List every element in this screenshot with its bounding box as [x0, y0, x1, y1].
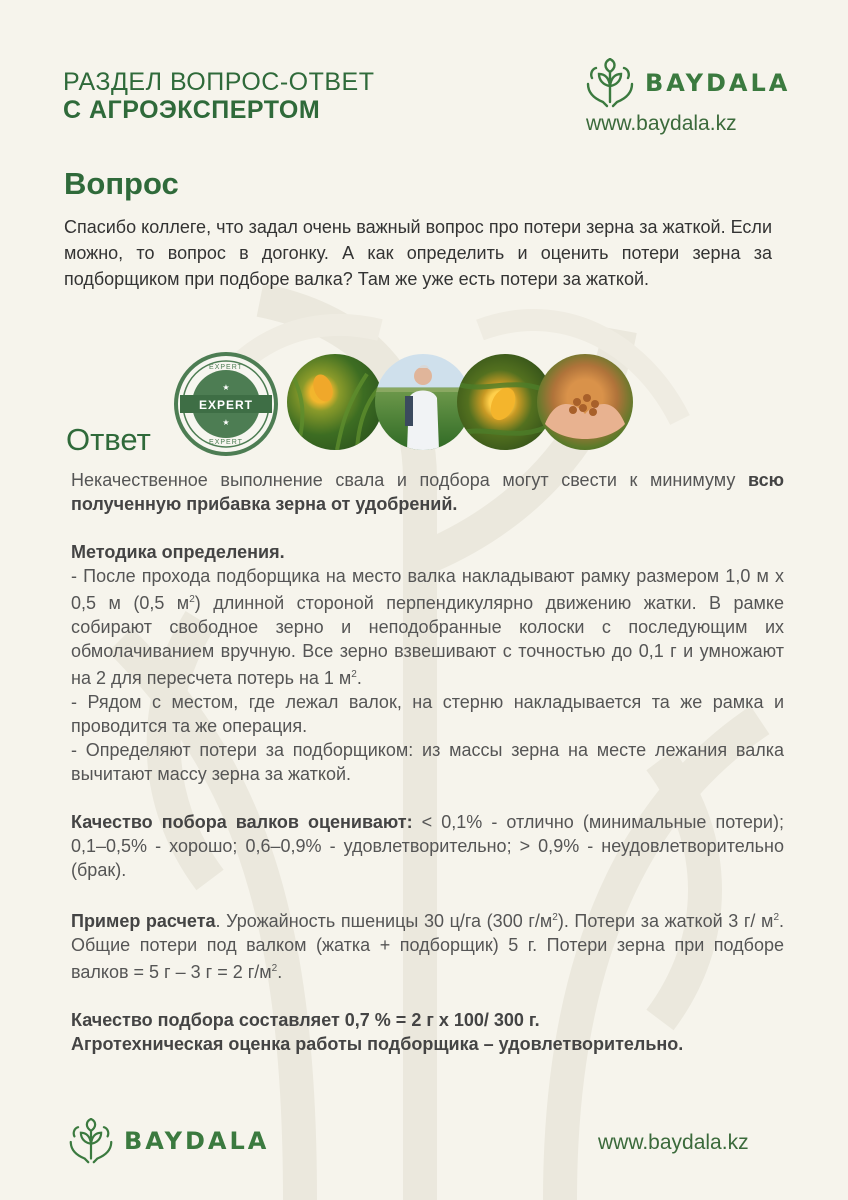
- expert-badge-icon: [174, 352, 278, 456]
- method-step-1: - После прохода подборщика на место валка накладывают рамку размером 1,0 м х 0,5 м (0,5 $м^2$) длинной стороной перпендикулярно движению жатки. В рамке собирают свободное зерно и неподобранные колоски с последующим их обмолачиванием вручную. Все зерно взвешивают с точностью до 0,1 г и умножают на 2 для пересчета потерь на 1 $м^2$.: [71, 566, 784, 688]
- svg-text:★: ★: [222, 383, 230, 392]
- photo-grain-in-hands: [537, 354, 633, 450]
- badge-center-text: EXPERT: [198, 398, 254, 412]
- answer-intro-bold: всю полученную прибавка зерна от удобрений.: [71, 470, 784, 514]
- footer-website-link[interactable]: www.baydala.kz: [598, 1131, 749, 1154]
- quality-criteria: Качество побора валков оценивают: < 0,1% - отлично (минимальные потери); 0,1–0,5% - хорошо; 0,6–0,9% - удовлетворительно; > 0,9% - неудовлетворительно (брак).: [71, 812, 784, 880]
- baydala-footer-logo-icon: [66, 1118, 116, 1164]
- section-title: [63, 68, 375, 124]
- footer-logo[interactable]: [66, 1118, 269, 1164]
- method-step-3: - Определяют потери за подборщиком: из массы зерна на месте лежания валка вычитают массу зерна за жаткой.: [71, 740, 784, 784]
- answer-body: [71, 468, 784, 1056]
- answer-intro: Некачественное выполнение свала и подбора могут свести к минимуму всю полученную прибавка зерна от удобрений.: [71, 470, 784, 514]
- answer-heading: Ответ: [66, 422, 151, 457]
- header-website-link[interactable]: www.baydala.kz: [586, 112, 737, 135]
- conclusion-quality: Качество подбора составляет 0,7 % = 2 г х 100/ 300 г.: [71, 1010, 540, 1030]
- question-heading: Вопрос: [64, 166, 179, 201]
- method-step-2: - Рядом с местом, где лежал валок, на стерню накладывается та же рамка и проводится та же операция.: [71, 692, 784, 736]
- section-title-line1: РАЗДЕЛ ВОПРОС-ОТВЕТ: [63, 68, 375, 96]
- baydala-logo-icon: [583, 58, 637, 108]
- badge-top-text: EXPERT: [209, 364, 243, 371]
- method-title: Методика определения.: [71, 542, 285, 562]
- question-text: Спасибо коллеге, что задал очень важный вопрос про потери зерна за жаткой. Если можно, то вопрос в догонку. А как определить и оценить потери зерна за подборщиком при подборе валка? Там же уже есть потери за жаткой.: [64, 217, 772, 289]
- calculation-example: Пример расчета. Урожайность пшеницы 30 ц/га (300 $г/м^2$). Потери за жаткой 3 г/ $м^2$. Общие потери под валком (жатка + подборщик) 5 г. Потери зерна при подборе валков = 5 г – 3 г = 2 $г/м^2$.: [71, 911, 785, 982]
- header-brand-name: BAYDALA: [645, 69, 791, 97]
- svg-text:★: ★: [222, 418, 230, 427]
- header-logo[interactable]: [583, 58, 790, 108]
- section-title-line2: С АГРОЭКСПЕРТОМ: [63, 96, 321, 124]
- conclusion-assessment: Агротехническая оценка работы подборщика – удовлетворительно.: [71, 1034, 684, 1054]
- photo-corn-field: [287, 354, 383, 450]
- badge-bottom-text: EXPERT: [209, 439, 243, 446]
- footer-brand-name: BAYDALA: [124, 1127, 270, 1155]
